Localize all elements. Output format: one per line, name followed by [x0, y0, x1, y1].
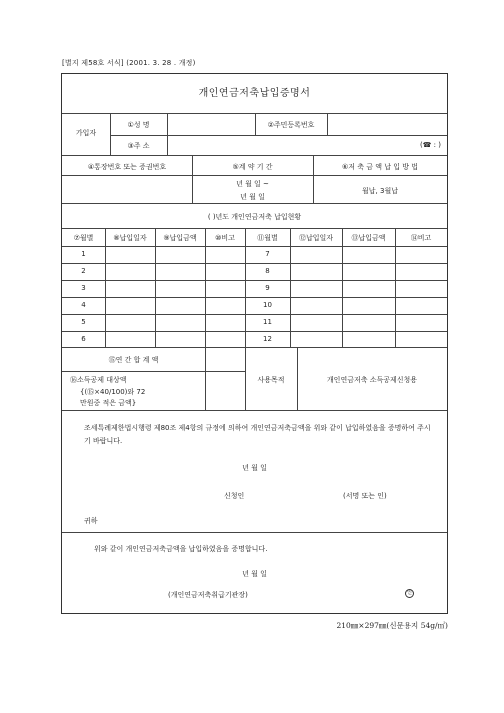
certification-date: 년 월 일	[242, 570, 267, 578]
divider	[62, 331, 447, 332]
divider	[110, 135, 447, 136]
payment-method-value: 월납, 3월납	[362, 187, 398, 195]
request-text: 조세특례제한법시행령 제80조 제4항의 규정에 의하여 개인연금저축금액을 위와 같이 납입하였음을 증명하여 주시기 바랍니다.	[84, 424, 431, 445]
resident-number-label: ②주민등록번호	[267, 121, 315, 129]
divider	[155, 228, 156, 347]
certification-text: 위와 같이 개인연금저축금액을 납입하였음을 증명합니다.	[94, 545, 268, 553]
divider	[62, 228, 447, 229]
address-label: ③주 소	[127, 142, 150, 150]
header-payment-amount-left: ⑨납입금액	[163, 234, 197, 242]
table-row-month: 10	[263, 301, 272, 309]
table-row-month: 2	[81, 267, 86, 275]
divider	[105, 228, 106, 347]
table-row-month: 12	[263, 335, 272, 343]
deduction-label-line1: ⑯소득공제 대상액	[70, 376, 127, 384]
issuer-label: (개인연금저축취급기관장)	[168, 591, 248, 599]
certificate-form	[61, 73, 448, 614]
contract-period-start: 년 월 일 ~	[236, 180, 269, 188]
resident-number-field[interactable]	[327, 118, 447, 132]
header-payment-amount-right: ⑬납입금액	[351, 234, 386, 242]
divider	[62, 155, 447, 156]
recipient-label: 귀하	[84, 517, 98, 525]
header-remarks-left: ⑩비고	[215, 234, 235, 242]
deduction-label-line3: 만원중 적은 금액}	[80, 399, 137, 407]
contract-period-label: ⑤계 약 기 간	[232, 163, 273, 171]
table-row-month: 1	[81, 250, 86, 258]
divider	[62, 297, 447, 298]
account-number-field[interactable]	[62, 176, 192, 202]
table-row-month: 7	[265, 250, 270, 258]
header-payment-date-right: ⑫납입일자	[298, 234, 334, 242]
deduction-label-line2: {(⑮×40/100)와 72	[80, 388, 146, 396]
header-remarks-right: ⑭비고	[410, 234, 432, 242]
name-field[interactable]	[167, 118, 255, 132]
paper-spec: 210㎜×297㎜(신문용지 54g/㎡)	[336, 621, 448, 630]
annual-total-label: ⑮연 간 합 계 액	[108, 356, 159, 364]
divider	[62, 203, 447, 204]
header-month-left: ⑦월별	[73, 234, 94, 242]
purpose-value: 개인연금저축 소득공제신청용	[326, 376, 418, 384]
name-label: ①성 명	[127, 121, 150, 129]
request-date: 년 월 일	[242, 464, 267, 472]
form-number: [별지 제58호 서식] (2001. 3. 28 . 개정)	[62, 59, 196, 67]
applicant-label: 신청인	[224, 492, 245, 500]
header-payment-date-left: ⑧납입일자	[113, 234, 147, 242]
table-row-month: 3	[81, 284, 86, 292]
form-title: 개인연금저축납입증명서	[198, 88, 311, 99]
signature-label: (서명 또는 인)	[343, 492, 387, 500]
table-row-month: 9	[265, 284, 270, 292]
table-row-month: 4	[81, 301, 86, 309]
divider	[62, 263, 447, 264]
table-row-month: 6	[81, 335, 86, 343]
divider	[62, 347, 447, 348]
purpose-label: 사용목적	[257, 376, 285, 384]
table-row-month: 5	[81, 318, 86, 326]
header-month-right: ⑪월별	[257, 234, 278, 242]
divider	[205, 228, 206, 347]
divider	[62, 410, 447, 411]
subscriber-section-label: 가입자	[75, 129, 97, 137]
divider	[62, 314, 447, 315]
seal-icon: 인	[405, 589, 414, 598]
divider	[62, 371, 245, 372]
divider	[290, 228, 291, 347]
divider	[62, 280, 447, 281]
divider	[395, 228, 396, 347]
divider	[342, 228, 343, 347]
payment-status-heading: ( )년도 개인연금저축 납입현황	[207, 213, 302, 221]
payment-method-label: ⑥저 축 금 액 납 입 방 법	[342, 163, 418, 171]
divider	[62, 532, 447, 533]
address-field[interactable]	[167, 138, 367, 152]
table-row-month: 8	[265, 267, 270, 275]
divider	[62, 246, 447, 247]
account-number-label: ④통장번호 또는 증권번호	[87, 163, 167, 171]
phone-label: (☎ : )	[420, 141, 441, 149]
table-row-month: 11	[263, 318, 272, 326]
divider	[205, 347, 206, 410]
contract-period-end: 년 월 일	[240, 193, 265, 201]
